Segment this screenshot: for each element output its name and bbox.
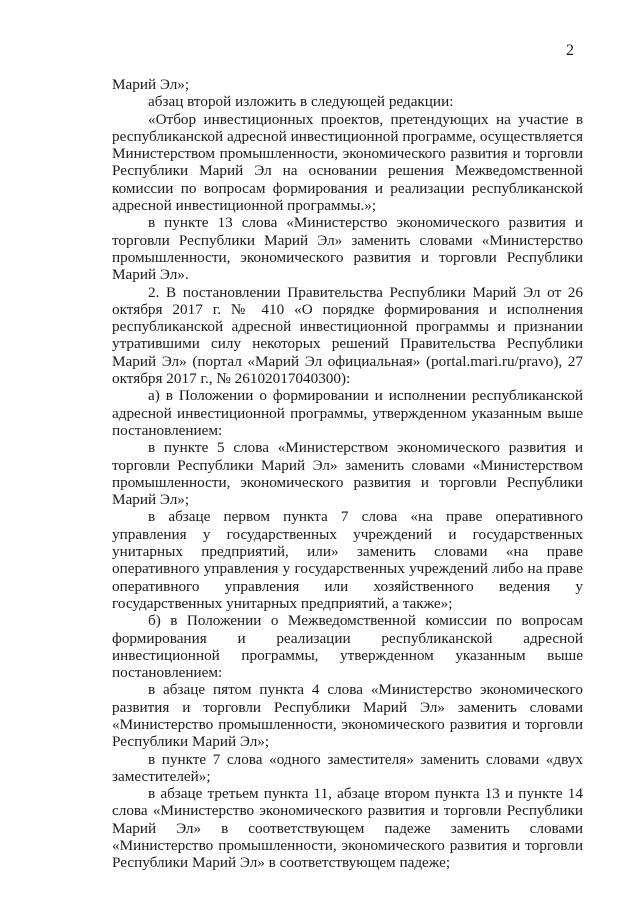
document-body — [112, 76, 583, 872]
paragraph: 2. В постановлении Правительства Республики Марий Эл от 26 октября 2017 г. № 410 «О порядке формирования и исполнения республиканской адресной инвестиционной программы и признании утратившими силу некоторых решений Правительства Республики Марий Эл» (портал «Марий Эл официальная» (portal.mari.ru/pravo), 27 октября 2017 г., № 26102017040300): — [112, 283, 583, 388]
paragraph: в абзаце третьем пункта 11, абзаце втором пункта 13 и пункте 14 слова «Министерство экономического развития и торговли Республики Марий Эл» в соответствующем падеже заменить словами «Министерство промышленности, экономического развития и торговли Республики Марий Эл» в соответствующем падеже; — [112, 785, 583, 872]
paragraph: в пункте 13 слова «Министерство экономического развития и торговли Республики Марий Эл» заменить словами «Министерство промышленности, экономического развития и торговли Республики Марий Эл». — [112, 214, 583, 284]
paragraph: в абзаце первом пункта 7 слова «на праве оперативного управления у государственных учреждений и государственных унитарных предприятий, или» заменить словами «на праве оперативного управления у государственных учреждений либо на праве оперативного управления или хозяйственного ведения у государственных унитарных предприятий, а также»; — [112, 508, 583, 612]
paragraph: в пункте 7 слова «одного заместителя» заменить словами «двух заместителей»; — [112, 750, 583, 785]
paragraph: в абзаце пятом пункта 4 слова «Министерство экономического развития и торговли Республики Марий Эл» заменить словами «Министерство промышленности, экономического развития и торговли Республики Марий Эл»; — [112, 681, 583, 751]
paragraph: «Отбор инвестиционных проектов, претендующих на участие в республиканской адресной инвестиционной программе, осуществляется Министерством промышленности, экономического развития и торговли Республики Марий Эл на основании решения Межведомственной комиссии по вопросам формирования и реализации республиканской адресной инвестиционной программы.»; — [112, 110, 583, 215]
paragraph: абзац второй изложить в следующей редакции: — [148, 93, 454, 111]
paragraph: б) в Положении о Межведомственной комиссии по вопросам формирования и реализации республиканской адресной инвестиционной программы, утвержденном указанным выше постановлением: — [112, 612, 583, 682]
paragraph: Марий Эл»; — [112, 76, 190, 93]
paragraph: в пункте 5 слова «Министерством экономического развития и торговли Республики Марий Эл» заменить словами «Министерством промышленности, экономического развития и торговли Республики Марий Эл»; — [112, 439, 583, 509]
paragraph: а) в Положении о формировании и исполнении республиканской адресной инвестиционной программы, утвержденном указанным выше постановлением: — [112, 387, 583, 439]
page-number: 2 — [566, 42, 574, 59]
